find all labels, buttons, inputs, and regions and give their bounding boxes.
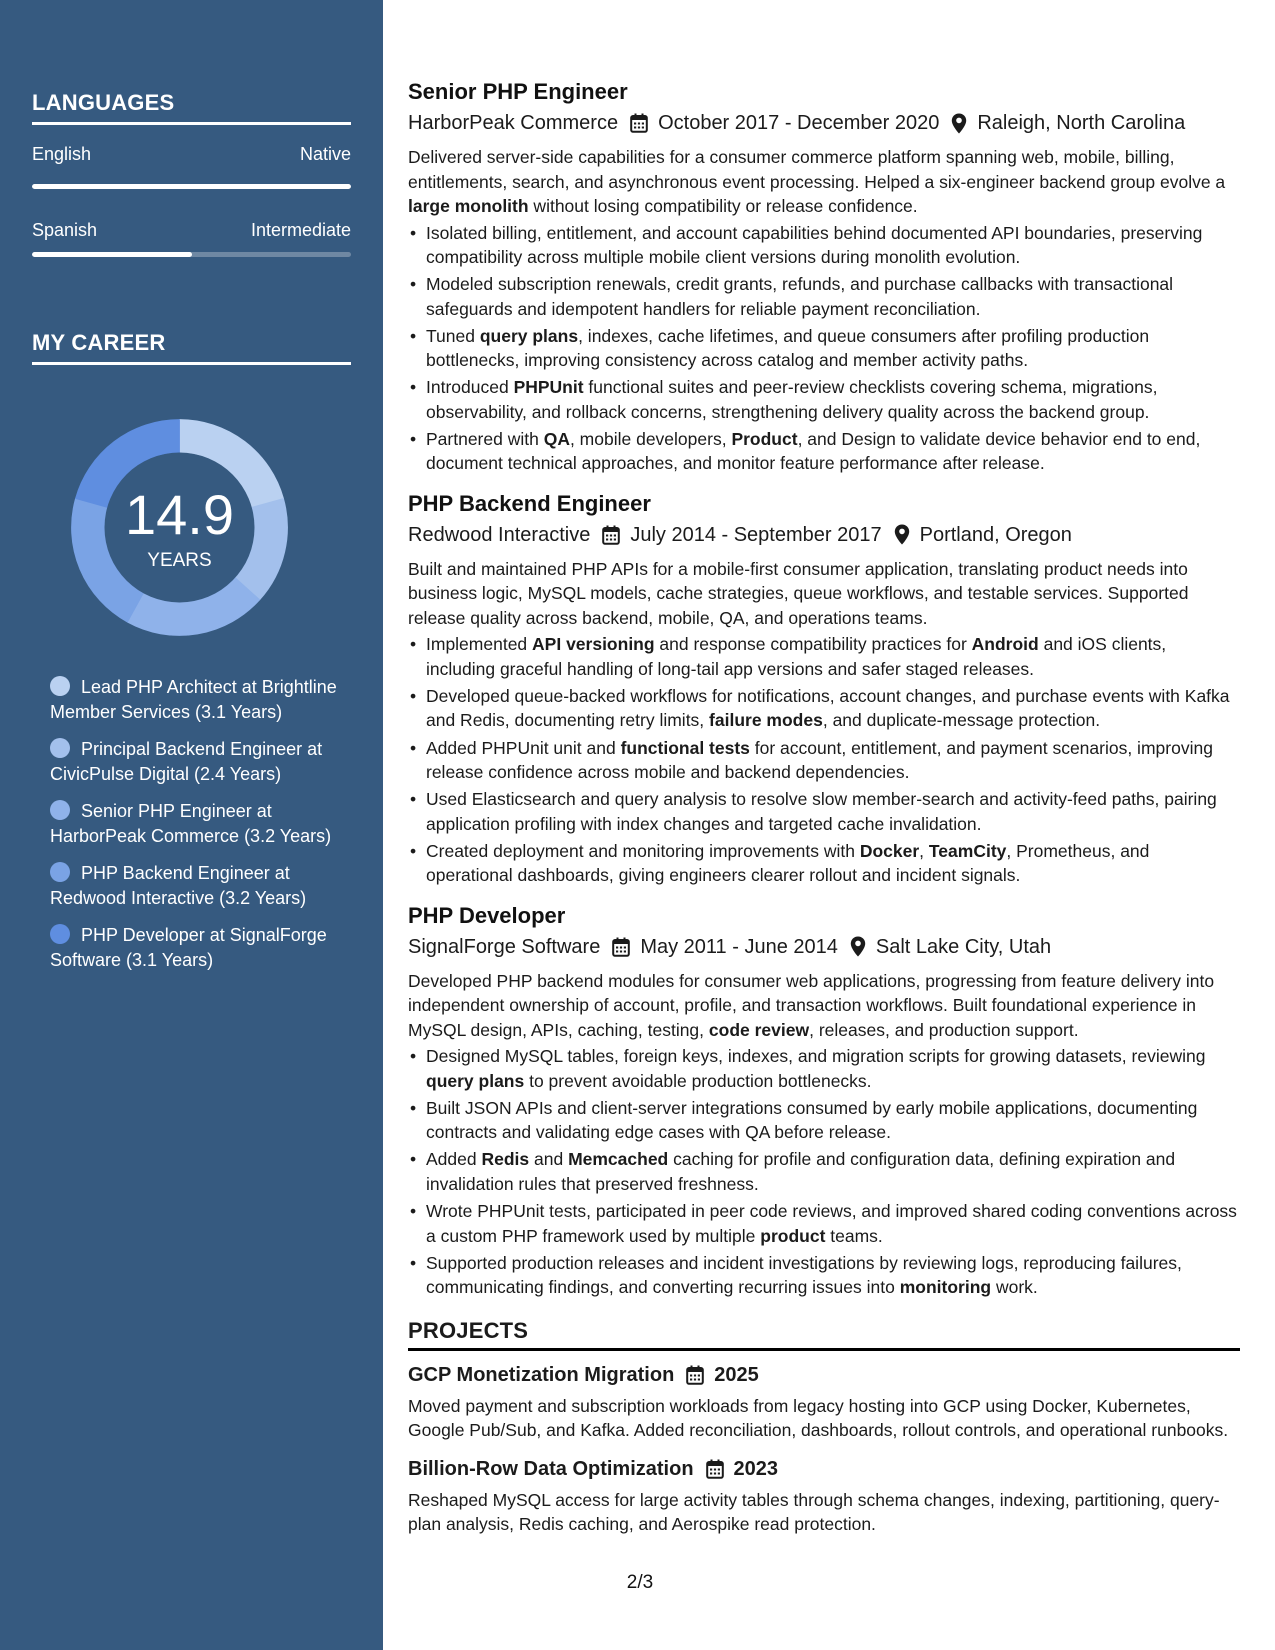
company-name: HarborPeak Commerce (408, 112, 619, 134)
career-item-text: Lead PHP Architect at Brightline Member Services (3.1 Years) (50, 677, 337, 722)
emphasis-text: Product (731, 428, 798, 449)
emphasis-text: query plans (426, 1070, 525, 1091)
career-heading: MY CAREER (32, 330, 351, 365)
career-item-text: Senior PHP Engineer at HarborPeak Commerce (3.2 Years) (50, 801, 332, 846)
job-bullets (408, 221, 1240, 476)
job-description (408, 557, 1240, 631)
job-dates: October 2017 - December 2020 (658, 112, 940, 134)
text-run: Designed MySQL tables, foreign keys, indexes, and migration scripts for growing datasets, reviewing (426, 1046, 1206, 1067)
project-title: Billion-Row Data Optimization (408, 1457, 694, 1480)
job-description (408, 969, 1240, 1043)
bullet-item (408, 787, 1240, 836)
text-run: Built and maintained PHP APIs for a mobile-first consumer application, translating product needs into business logic, MySQL models, cache strategies, queue workflows, and testable services. Supported release quality across backend, mobile, QA, and operations teams. (408, 558, 1189, 628)
circle-dot-icon (50, 800, 70, 820)
career-total-years: 14.9 (125, 483, 234, 546)
language-bar-english (32, 184, 351, 189)
job-bullets (408, 1044, 1240, 1299)
career-item-text: PHP Backend Engineer at Redwood Interactive (3.2 Years) (50, 863, 307, 908)
emphasis-text: API versioning (532, 634, 655, 655)
emphasis-text: Memcached (568, 1149, 669, 1170)
text-run: to prevent avoidable production bottlenecks. (524, 1070, 872, 1091)
emphasis-text: failure modes (709, 710, 823, 731)
language-row-english (32, 144, 351, 165)
project-title: GCP Monetization Migration (408, 1363, 675, 1386)
text-run: without losing compatibility or release confidence. (528, 196, 918, 216)
project-year: 2023 (733, 1457, 779, 1480)
emphasis-text: monitoring (899, 1277, 992, 1298)
text-run: teams. (825, 1225, 883, 1246)
career-item-text: PHP Developer at SignalForge Software (3.1 Years) (50, 925, 327, 970)
career-item (50, 675, 350, 724)
text-run: , releases, and production support. (809, 1019, 1079, 1040)
language-bar-fill (32, 252, 192, 257)
project-entry (408, 1455, 1240, 1537)
text-run: Added (426, 1149, 482, 1170)
bullet-item (408, 375, 1240, 424)
calendar-icon (686, 1365, 704, 1385)
project-description: Moved payment and subscription workloads from legacy hosting into GCP using Docker, Kubernetes, Google Pub/Sub, and Kafka. Added reconciliation, dashboards, rollout controls, and operational runbooks. (408, 1395, 1229, 1441)
calendar-icon (706, 1459, 724, 1479)
bullet-item (408, 1147, 1240, 1196)
emphasis-text: PHPUnit (513, 377, 584, 398)
text-run: Developed queue-backed workflows for notifications, account changes, and purchase events with Kafka and Redis, documenting retry limits, (426, 685, 1230, 731)
bullet-item (408, 427, 1240, 476)
calendar-icon (612, 937, 630, 957)
job-meta (408, 521, 1240, 549)
project-title-row (408, 1361, 1240, 1389)
text-run: , and duplicate-message protection. (822, 710, 1101, 731)
emphasis-text: query plans (479, 325, 579, 346)
career-item-text: Principal Backend Engineer at CivicPulse Digital (2.4 Years) (50, 739, 323, 784)
text-run: for account, entitlement, and payment scenarios, improving release confidence across mobile and backend dependencies. (426, 737, 1213, 783)
bullet-item (408, 632, 1240, 681)
emphasis-text: Redis (481, 1149, 530, 1170)
text-run: Used Elasticsearch and query analysis to resolve slow member-search and activity-feed paths, pairing application profiling with index changes and targeted cache invalidation. (426, 789, 1217, 834)
emphasis-text: large monolith (408, 196, 529, 216)
project-description: Reshaped MySQL access for large activity tables through schema changes, indexing, partitioning, query-plan analysis, Redis caching, and Aerospike read protection. (408, 1489, 1220, 1535)
job-title: PHP Developer (408, 902, 566, 928)
job-location: Portland, Oregon (919, 523, 1072, 546)
career-total-unit: YEARS (147, 550, 212, 571)
career-item (50, 861, 350, 910)
project-year: 2025 (714, 1363, 759, 1386)
text-run: and (529, 1149, 569, 1170)
circle-dot-icon (50, 924, 70, 944)
experience-list (408, 78, 1240, 1300)
map-pin-icon (894, 524, 910, 545)
emphasis-text: Android (971, 634, 1039, 655)
map-pin-icon (850, 936, 866, 957)
projects-heading: PROJECTS (408, 1318, 1240, 1351)
text-run: Modeled subscription renewals, credit grants, refunds, and purchase callbacks with transactional safeguards and idempotent handlers for reliable payment reconciliation. (426, 274, 1174, 319)
job-description (408, 145, 1240, 219)
bullet-item (408, 221, 1240, 270)
language-bar-fill (32, 184, 351, 189)
page-number: 2/3 (626, 1572, 654, 1593)
language-level: Native (299, 144, 351, 164)
job-dates: May 2011 - June 2014 (640, 935, 838, 958)
bullet-item (408, 736, 1240, 785)
projects-list (408, 1361, 1240, 1537)
company-name: Redwood Interactive (408, 523, 591, 546)
project-title-row (408, 1455, 1240, 1483)
bullet-item (408, 839, 1240, 888)
text-run: Tuned (426, 325, 480, 346)
job-entry (408, 78, 1240, 476)
bullet-item (408, 1199, 1240, 1248)
text-run: Introduced (426, 377, 514, 398)
text-run: , Prometheus, and operational dashboards, giving engineers clearer rollout and incident signals. (426, 840, 1150, 886)
language-row-spanish (32, 220, 351, 241)
language-level: Intermediate (250, 220, 351, 240)
text-run: Developed PHP backend modules for consumer web applications, progressing from feature delivery into independent ownership of account, profile, and transaction workflows. Built foundational experience in MySQL design, APIs, caching, testing, (408, 970, 1215, 1040)
language-name: Spanish (32, 220, 98, 240)
career-item (50, 923, 350, 972)
text-run: , mobile developers, (569, 428, 732, 449)
text-run: Delivered server-side capabilities for a consumer commerce platform spanning web, mobile, billing, entitlements, search, and asynchronous event processing. Helped a six-engineer backend group evolve a (408, 147, 1226, 192)
calendar-icon (630, 113, 648, 133)
bullet-item (408, 1096, 1240, 1145)
text-run: Created deployment and monitoring improvements with (426, 840, 860, 861)
text-run: Isolated billing, entitlement, and account capabilities behind documented API boundaries, preserving compatibility across multiple mobile client versions during monolith evolution. (426, 222, 1203, 267)
circle-dot-icon (50, 738, 70, 758)
emphasis-text: Docker (859, 840, 920, 861)
career-item (50, 737, 350, 786)
text-run: , indexes, cache lifetimes, and queue consumers after profiling production bottlenecks, improving consistency across catalog and member activity paths. (426, 325, 1150, 371)
text-run: Wrote PHPUnit tests, participated in peer code reviews, and improved shared coding conventions across a custom PHP framework used by multiple (426, 1201, 1237, 1246)
job-meta (408, 933, 1240, 961)
text-run: and iOS clients, including graceful handling of long-tail app versions and safer staged releases. (426, 634, 1167, 679)
circle-dot-icon (50, 862, 70, 882)
job-dates: July 2014 - September 2017 (630, 523, 882, 546)
text-run: Built JSON APIs and client-server integrations consumed by early mobile applications, documenting contracts and validating edge cases with QA before release. (426, 1097, 1198, 1143)
main-content (408, 78, 1240, 1549)
calendar-icon (602, 525, 620, 545)
text-run: Supported production releases and incident investigations by reviewing logs, reproducing failures, communicating findings, and converting recurring issues into (426, 1252, 1182, 1298)
bullet-item (408, 1044, 1240, 1093)
text-run: Implemented (426, 634, 533, 655)
text-run: Added PHPUnit unit and (426, 737, 621, 758)
language-name: English (32, 144, 92, 164)
job-title: PHP Backend Engineer (408, 490, 651, 516)
emphasis-text: product (760, 1225, 826, 1246)
company-name: SignalForge Software (408, 935, 601, 958)
text-run: , (919, 840, 929, 861)
career-list (50, 675, 350, 985)
language-bar-spanish (32, 252, 351, 257)
text-run: work. (991, 1277, 1038, 1298)
project-entry (408, 1361, 1240, 1443)
emphasis-text: functional tests (620, 737, 750, 758)
job-location: Salt Lake City, Utah (875, 935, 1052, 958)
sidebar (0, 0, 383, 1650)
text-run: functional suites and peer-review checklists covering schema, migrations, observability, and rollback concerns, strengthening delivery quality across the backend group. (426, 377, 1158, 422)
job-location: Raleigh, North Carolina (977, 112, 1186, 134)
bullet-item (408, 272, 1240, 321)
text-run: , and Design to validate device behavior end to end, document technical approaches, and monitor feature performance after release. (426, 428, 1201, 474)
text-run: and response compatibility practices for (654, 634, 972, 655)
job-entry (408, 490, 1240, 888)
map-pin-icon (951, 113, 967, 134)
emphasis-text: code review (708, 1019, 810, 1040)
emphasis-text: TeamCity (928, 840, 1007, 861)
job-entry (408, 902, 1240, 1300)
text-run: Partnered with (426, 428, 544, 449)
job-meta (408, 109, 1240, 137)
text-run: caching for profile and configuration data, defining expiration and invalidation rules that preserved freshness. (426, 1149, 1176, 1194)
job-title: Senior PHP Engineer (408, 79, 628, 104)
circle-dot-icon (50, 676, 70, 696)
bullet-item (408, 324, 1240, 373)
job-bullets (408, 632, 1240, 887)
bullet-item (408, 1251, 1240, 1300)
career-item (50, 799, 350, 848)
bullet-item (408, 684, 1240, 733)
languages-heading: LANGUAGES (32, 90, 351, 125)
emphasis-text: QA (543, 428, 570, 449)
